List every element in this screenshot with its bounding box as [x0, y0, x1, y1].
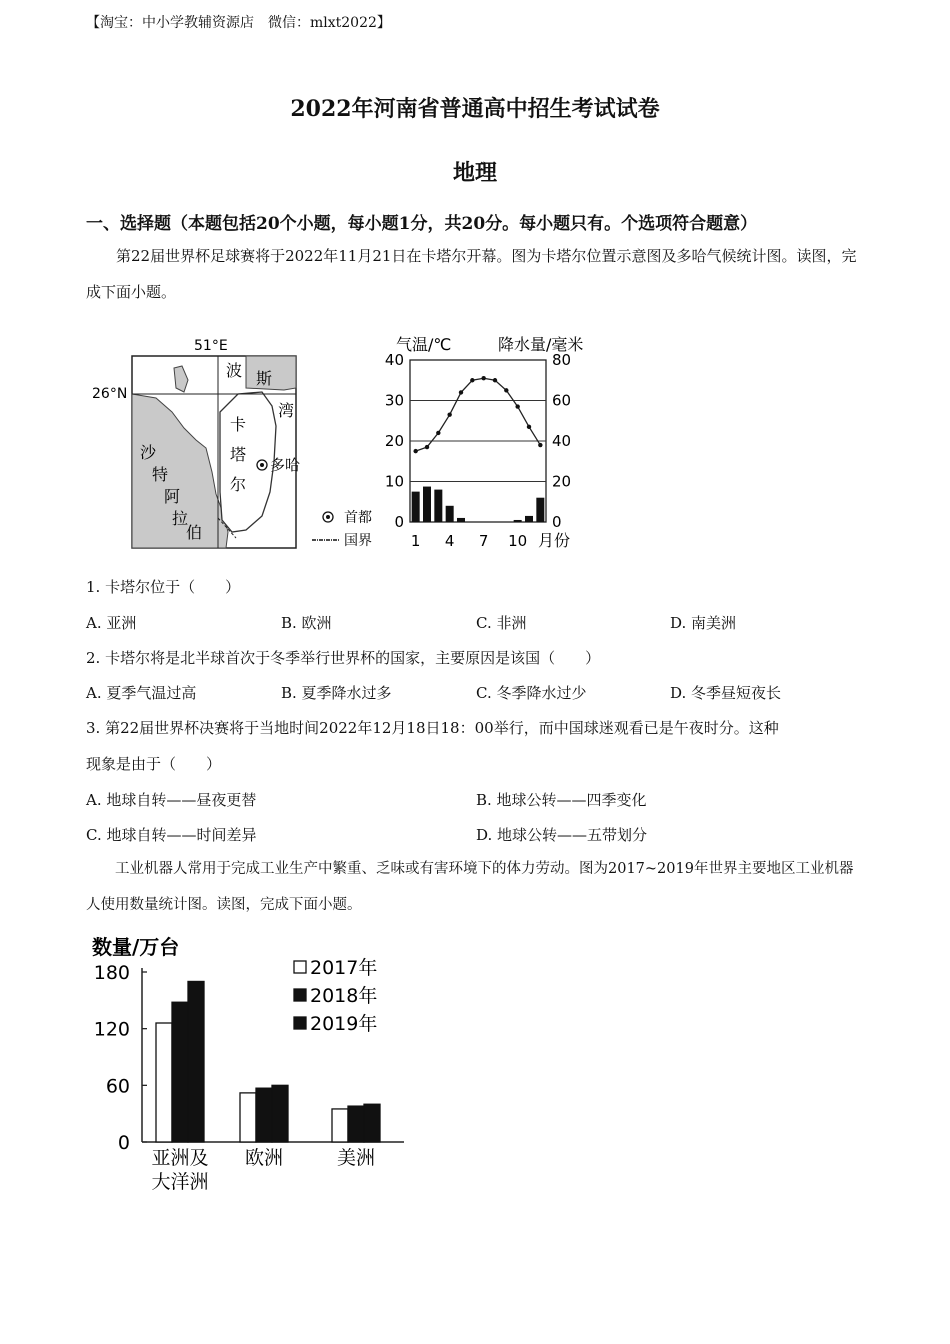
robot-legend-label-1: 2018年 [310, 985, 378, 1007]
temp-point-6 [470, 378, 474, 382]
precip-bar-11 [525, 516, 533, 522]
temp-point-7 [481, 376, 485, 380]
precip-bar-10 [514, 520, 522, 522]
robot-ytick-120: 120 [93, 1018, 130, 1041]
robot-bar-2017年-美洲 [332, 1109, 348, 1142]
q1-option-a[interactable]: A. 亚洲 [86, 614, 137, 632]
legend-capital: 首都 [344, 510, 372, 526]
q2-stem: 2. 卡塔尔将是北半球首次于冬季举行世界杯的国家，主要原因是该国（ ） [86, 649, 601, 667]
robot-bar-2018年-美洲 [348, 1106, 364, 1142]
robot-category-label-0-0: 亚洲及 [151, 1147, 209, 1169]
q1-option-d[interactable]: D. 南美洲 [670, 614, 737, 632]
section-heading: 一、选择题（本题包括20个小题，每小题1分，共20分。每小题只有。个选项符合题意） [86, 214, 758, 234]
precip-bar-2 [423, 487, 431, 522]
precip-tick-40: 40 [552, 432, 572, 450]
temp-tick-10: 10 [384, 472, 404, 491]
intro-paragraph-1: 第22届世界杯足球赛将于2022年11月21日在卡塔尔开幕。图为卡塔尔位置示意图及多哈气候统计图。读图，完成下面小题。 [86, 247, 857, 301]
month-tick-4: 4 [444, 532, 455, 550]
robot-ytick-0: 0 [117, 1132, 130, 1154]
q3-option-b[interactable]: B. 地球公转——四季变化 [476, 791, 647, 809]
precip-tick-0: 0 [552, 513, 562, 531]
precip-tick-80: 80 [552, 351, 572, 369]
q1-option-c[interactable]: C. 非洲 [476, 614, 527, 632]
temp-point-2 [425, 445, 429, 449]
robot-ytick-60: 60 [105, 1075, 130, 1098]
gulf-char-1: 波 [226, 361, 243, 380]
precip-tick-20: 20 [552, 472, 572, 491]
qatar-char-3: 尔 [230, 475, 247, 494]
qatar-char-2: 塔 [230, 445, 247, 464]
precip-bar-1 [412, 492, 420, 522]
robot-legend-label-0: 2017年 [310, 957, 378, 979]
robot-y-axis-label: 数量/万台 [92, 935, 180, 959]
precip-bar-3 [434, 490, 442, 522]
q2-option-b[interactable]: B. 夏季降水过多 [281, 684, 392, 702]
robot-legend-swatch-2 [294, 1017, 306, 1029]
legend-border: 国界 [344, 533, 372, 549]
gulf-char-2: 斯 [256, 369, 273, 388]
month-tick-1: 1 [410, 532, 421, 550]
robot-bar-2018年-亚洲及大洋洲 [172, 1002, 188, 1142]
q3-stem-line-2: 现象是由于（ ） [86, 755, 222, 773]
lon-label: 51°E [194, 338, 228, 354]
temp-point-11 [527, 425, 531, 429]
intro-paragraph-2: 工业机器人常用于完成工业生产中繁重、乏味或有害环境下的体力劳动。图为2017~2019年世界主要地区工业机器人使用数量统计图。读图，完成下面小题。 [86, 861, 854, 913]
doha-capital-dot [260, 463, 264, 467]
month-axis-label: 月份 [538, 531, 571, 550]
q2-option-d[interactable]: D. 冬季昼短夜长 [670, 684, 782, 702]
robot-bar-chart [86, 930, 416, 1200]
month-tick-10: 10 [508, 532, 528, 550]
temp-tick-0: 0 [394, 513, 404, 531]
header-note: 【淘宝：中小学教辅资源店 微信：mlxt2022】 [86, 15, 391, 31]
gulf-char-3: 湾 [278, 401, 295, 420]
robot-bar-2019年-美洲 [364, 1104, 380, 1142]
temp-point-4 [447, 412, 451, 416]
precip-bar-12 [536, 498, 544, 522]
precip-axis-label: 降水量/毫米 [498, 335, 584, 354]
precip-bar-4 [446, 506, 454, 522]
temp-point-12 [538, 443, 542, 447]
robot-bar-2019年-欧洲 [272, 1085, 288, 1142]
saudi-char-5: 伯 [186, 523, 203, 542]
robot-category-label-0-1: 大洋洲 [151, 1171, 209, 1193]
temp-tick-20: 20 [384, 432, 404, 450]
q1-option-b[interactable]: B. 欧洲 [281, 614, 332, 632]
temp-point-1 [413, 449, 417, 453]
exam-title: 2022年河南省普通高中招生考试试卷 [290, 96, 660, 122]
temp-point-8 [493, 378, 497, 382]
precip-tick-60: 60 [552, 391, 572, 410]
q3-option-c[interactable]: C. 地球自转——时间差异 [86, 826, 257, 844]
temp-tick-30: 30 [384, 391, 404, 410]
temp-tick-40: 40 [384, 351, 404, 369]
robot-category-label-1-0: 欧洲 [244, 1147, 284, 1169]
qatar-char-1: 卡 [230, 415, 247, 434]
robot-bar-2017年-亚洲及大洋洲 [156, 1023, 172, 1142]
temp-point-9 [504, 388, 508, 392]
saudi-char-2: 特 [152, 465, 169, 484]
temp-point-3 [436, 431, 440, 435]
robot-legend-swatch-1 [294, 989, 306, 1001]
robot-legend-label-2: 2019年 [310, 1013, 378, 1035]
q3-option-a[interactable]: A. 地球自转——昼夜更替 [86, 791, 257, 809]
q1-stem: 1. 卡塔尔位于（ ） [86, 578, 241, 596]
q3-stem-line-1: 3. 第22届世界杯决赛将于当地时间2022年12月18日18：00举行，而中国球迷观看已是午夜时分。这种 [86, 719, 779, 737]
subject-title: 地理 [452, 160, 497, 186]
doha-climate-chart [384, 330, 614, 556]
saudi-char-1: 沙 [140, 443, 157, 462]
q3-option-d[interactable]: D. 地球公转——五带划分 [476, 826, 648, 844]
q2-option-a[interactable]: A. 夏季气温过高 [86, 684, 197, 702]
robot-bar-2018年-欧洲 [256, 1088, 272, 1142]
saudi-char-3: 阿 [164, 487, 181, 506]
q2-option-c[interactable]: C. 冬季降水过少 [476, 684, 587, 702]
precip-bar-5 [457, 518, 465, 522]
month-tick-7: 7 [478, 532, 489, 550]
capital-legend-dot [326, 515, 330, 519]
robot-bar-2017年-欧洲 [240, 1093, 256, 1142]
robot-category-label-2-0: 美洲 [336, 1147, 376, 1169]
lat-label: 26°N [92, 386, 128, 402]
temp-point-5 [459, 390, 463, 394]
qatar-location-map [86, 332, 386, 552]
saudi-char-4: 拉 [172, 509, 189, 528]
temperature-line [416, 378, 541, 451]
temp-point-10 [515, 404, 519, 408]
robot-legend-swatch-0 [294, 961, 306, 973]
robot-bar-2019年-亚洲及大洋洲 [188, 981, 204, 1142]
doha-label: 多哈 [270, 456, 301, 474]
robot-ytick-180: 180 [93, 962, 130, 984]
temp-axis-label: 气温/℃ [396, 335, 452, 354]
